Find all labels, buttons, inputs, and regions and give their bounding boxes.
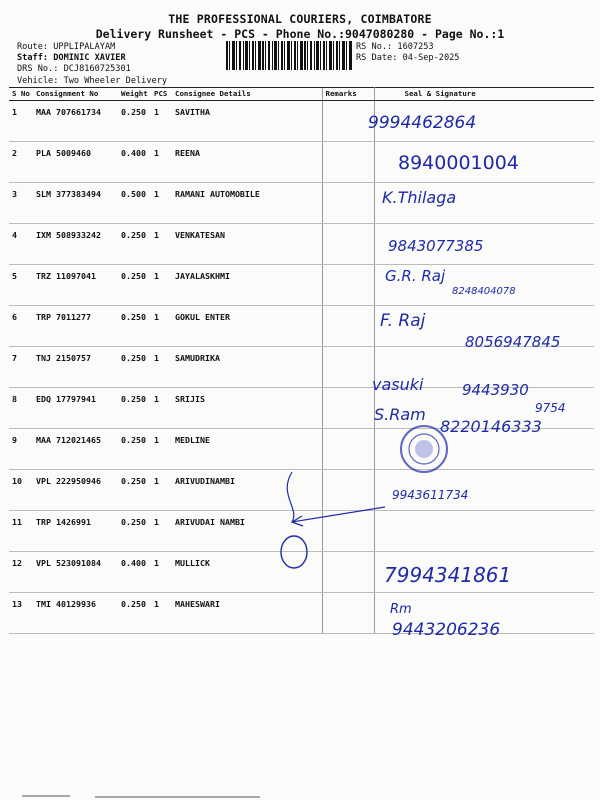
consignee-cell: SRIJIS [172, 388, 322, 429]
sno-cell: 9 [9, 429, 33, 470]
consignee-cell: MAHESWARI [172, 593, 322, 634]
consignment-cell: VPL 523091084 [33, 552, 118, 593]
pcs-cell: 1 [151, 306, 172, 347]
sno-cell: 2 [9, 142, 33, 183]
consignment-cell: TRP 1426991 [33, 511, 118, 552]
weight-cell: 0.500 [118, 183, 151, 224]
signature-samudrika: vasuki [372, 375, 424, 394]
sno-cell: 11 [9, 511, 33, 552]
consignee-cell: ARIVUDINAMBI [172, 470, 322, 511]
route-label: Route: UPPLIPALAYAM [17, 42, 116, 52]
consignment-cell: PLA 5009460 [33, 142, 118, 183]
pcs-cell: 1 [151, 183, 172, 224]
weight-cell: 0.250 [118, 593, 151, 634]
weight-cell: 0.400 [118, 142, 151, 183]
col-header-consignment: Consignment No [33, 88, 118, 101]
pcs-cell: 1 [151, 511, 172, 552]
pcs-cell: 1 [151, 470, 172, 511]
document-title: THE PROFESSIONAL COURIERS, COIMBATORE [168, 12, 432, 26]
weight-cell: 0.250 [118, 265, 151, 306]
sno-cell: 12 [9, 552, 33, 593]
signature-maheswari: Rm [390, 602, 412, 617]
col-header-remarks: Remarks [322, 88, 374, 101]
consignment-cell: TNJ 2150757 [33, 347, 118, 388]
signature-samudrika-phone: 9443930 [462, 381, 529, 399]
rs-number: RS No.: 1607253 [356, 42, 434, 52]
signature-gokul-phone: 8056947845 [465, 333, 561, 351]
signature-savitha: 9994462864 [368, 113, 477, 133]
sno-cell: 13 [9, 593, 33, 634]
sno-cell: 7 [9, 347, 33, 388]
signature-jayalakshmi: G.R. Raj [385, 267, 446, 285]
consignee-cell: SAVITHA [172, 101, 322, 142]
consignee-cell: MEDLINE [172, 429, 322, 470]
weight-cell: 0.250 [118, 470, 151, 511]
signature-ramani: K.Thilaga [382, 188, 457, 207]
consignee-cell: ARIVUDAI NAMBI [172, 511, 322, 552]
pcs-cell: 1 [151, 593, 172, 634]
consignment-cell: MAA 712021465 [33, 429, 118, 470]
col-header-sno: S No [9, 88, 33, 101]
col-header-weight: Weight [118, 88, 151, 101]
signature-samudrika-phone-2: 9754 [535, 401, 566, 415]
sno-cell: 6 [9, 306, 33, 347]
consignee-cell: SAMUDRIKA [172, 347, 322, 388]
sno-cell: 8 [9, 388, 33, 429]
circled-mark [281, 536, 307, 568]
consignment-cell: TRP 7011277 [33, 306, 118, 347]
weight-cell: 0.250 [118, 429, 151, 470]
sno-cell: 10 [9, 470, 33, 511]
rs-date: RS Date: 04-Sep-2025 [356, 53, 460, 63]
consignee-cell: REENA [172, 142, 322, 183]
consignment-cell: TRZ 11097041 [33, 265, 118, 306]
document-subtitle: Delivery Runsheet - PCS - Phone No.:9047080280 - Page No.:1 [95, 27, 505, 41]
consignment-cell: SLM 377383494 [33, 183, 118, 224]
staff-label: Staff: DOMINIC XAVIER [17, 53, 126, 63]
col-header-signature: Seal & Signature [374, 88, 594, 101]
sno-cell: 4 [9, 224, 33, 265]
sno-cell: 3 [9, 183, 33, 224]
signature-srijis-phone: 8220146333 [440, 417, 542, 436]
pcs-cell: 1 [151, 347, 172, 388]
consignee-cell: MULLICK [172, 552, 322, 593]
drs-number: DRS No.: DCJ8160725301 [17, 64, 131, 74]
consignee-cell: VENKATESAN [172, 224, 322, 265]
consignee-cell: RAMANI AUTOMOBILE [172, 183, 322, 224]
consignment-cell: MAA 707661734 [33, 101, 118, 142]
arrow-mark [287, 472, 385, 522]
weight-cell: 0.250 [118, 224, 151, 265]
sno-cell: 1 [9, 101, 33, 142]
pcs-cell: 1 [151, 224, 172, 265]
col-header-pcs: PCS [151, 88, 172, 101]
consignee-cell: JAYALASKHMI [172, 265, 322, 306]
signature-maheswari-phone: 9443206236 [392, 620, 501, 640]
sno-cell: 5 [9, 265, 33, 306]
weight-cell: 0.250 [118, 388, 151, 429]
consignment-cell: IXM 508933242 [33, 224, 118, 265]
weight-cell: 0.250 [118, 306, 151, 347]
consignment-cell: VPL 222950946 [33, 470, 118, 511]
consignment-cell: EDQ 17797941 [33, 388, 118, 429]
vehicle-label: Vehicle: Two Wheeler Delivery [17, 76, 168, 86]
pcs-cell: 1 [151, 552, 172, 593]
col-header-consignee: Consignee Details [172, 88, 322, 101]
weight-cell: 0.400 [118, 552, 151, 593]
pcs-cell: 1 [151, 429, 172, 470]
signature-venkatesan: 9843077385 [388, 237, 484, 255]
weight-cell: 0.250 [118, 101, 151, 142]
pcs-cell: 1 [151, 142, 172, 183]
signature-mullick: 7994341861 [384, 563, 512, 587]
consignment-cell: TMI 40129936 [33, 593, 118, 634]
weight-cell: 0.250 [118, 511, 151, 552]
consignee-cell: GOKUL ENTER [172, 306, 322, 347]
signature-gokul: F. Raj [380, 311, 426, 331]
weight-cell: 0.250 [118, 347, 151, 388]
signature-jayalakshmi-phone: 8248404078 [452, 286, 516, 297]
pcs-cell: 1 [151, 265, 172, 306]
signature-srijis: S.Ram [374, 405, 426, 424]
pcs-cell: 1 [151, 101, 172, 142]
pcs-cell: 1 [151, 388, 172, 429]
signature-reena: 8940001004 [398, 152, 519, 174]
signature-arivudinambi: 9943611734 [392, 488, 469, 502]
row-tick-mark [22, 796, 260, 797]
